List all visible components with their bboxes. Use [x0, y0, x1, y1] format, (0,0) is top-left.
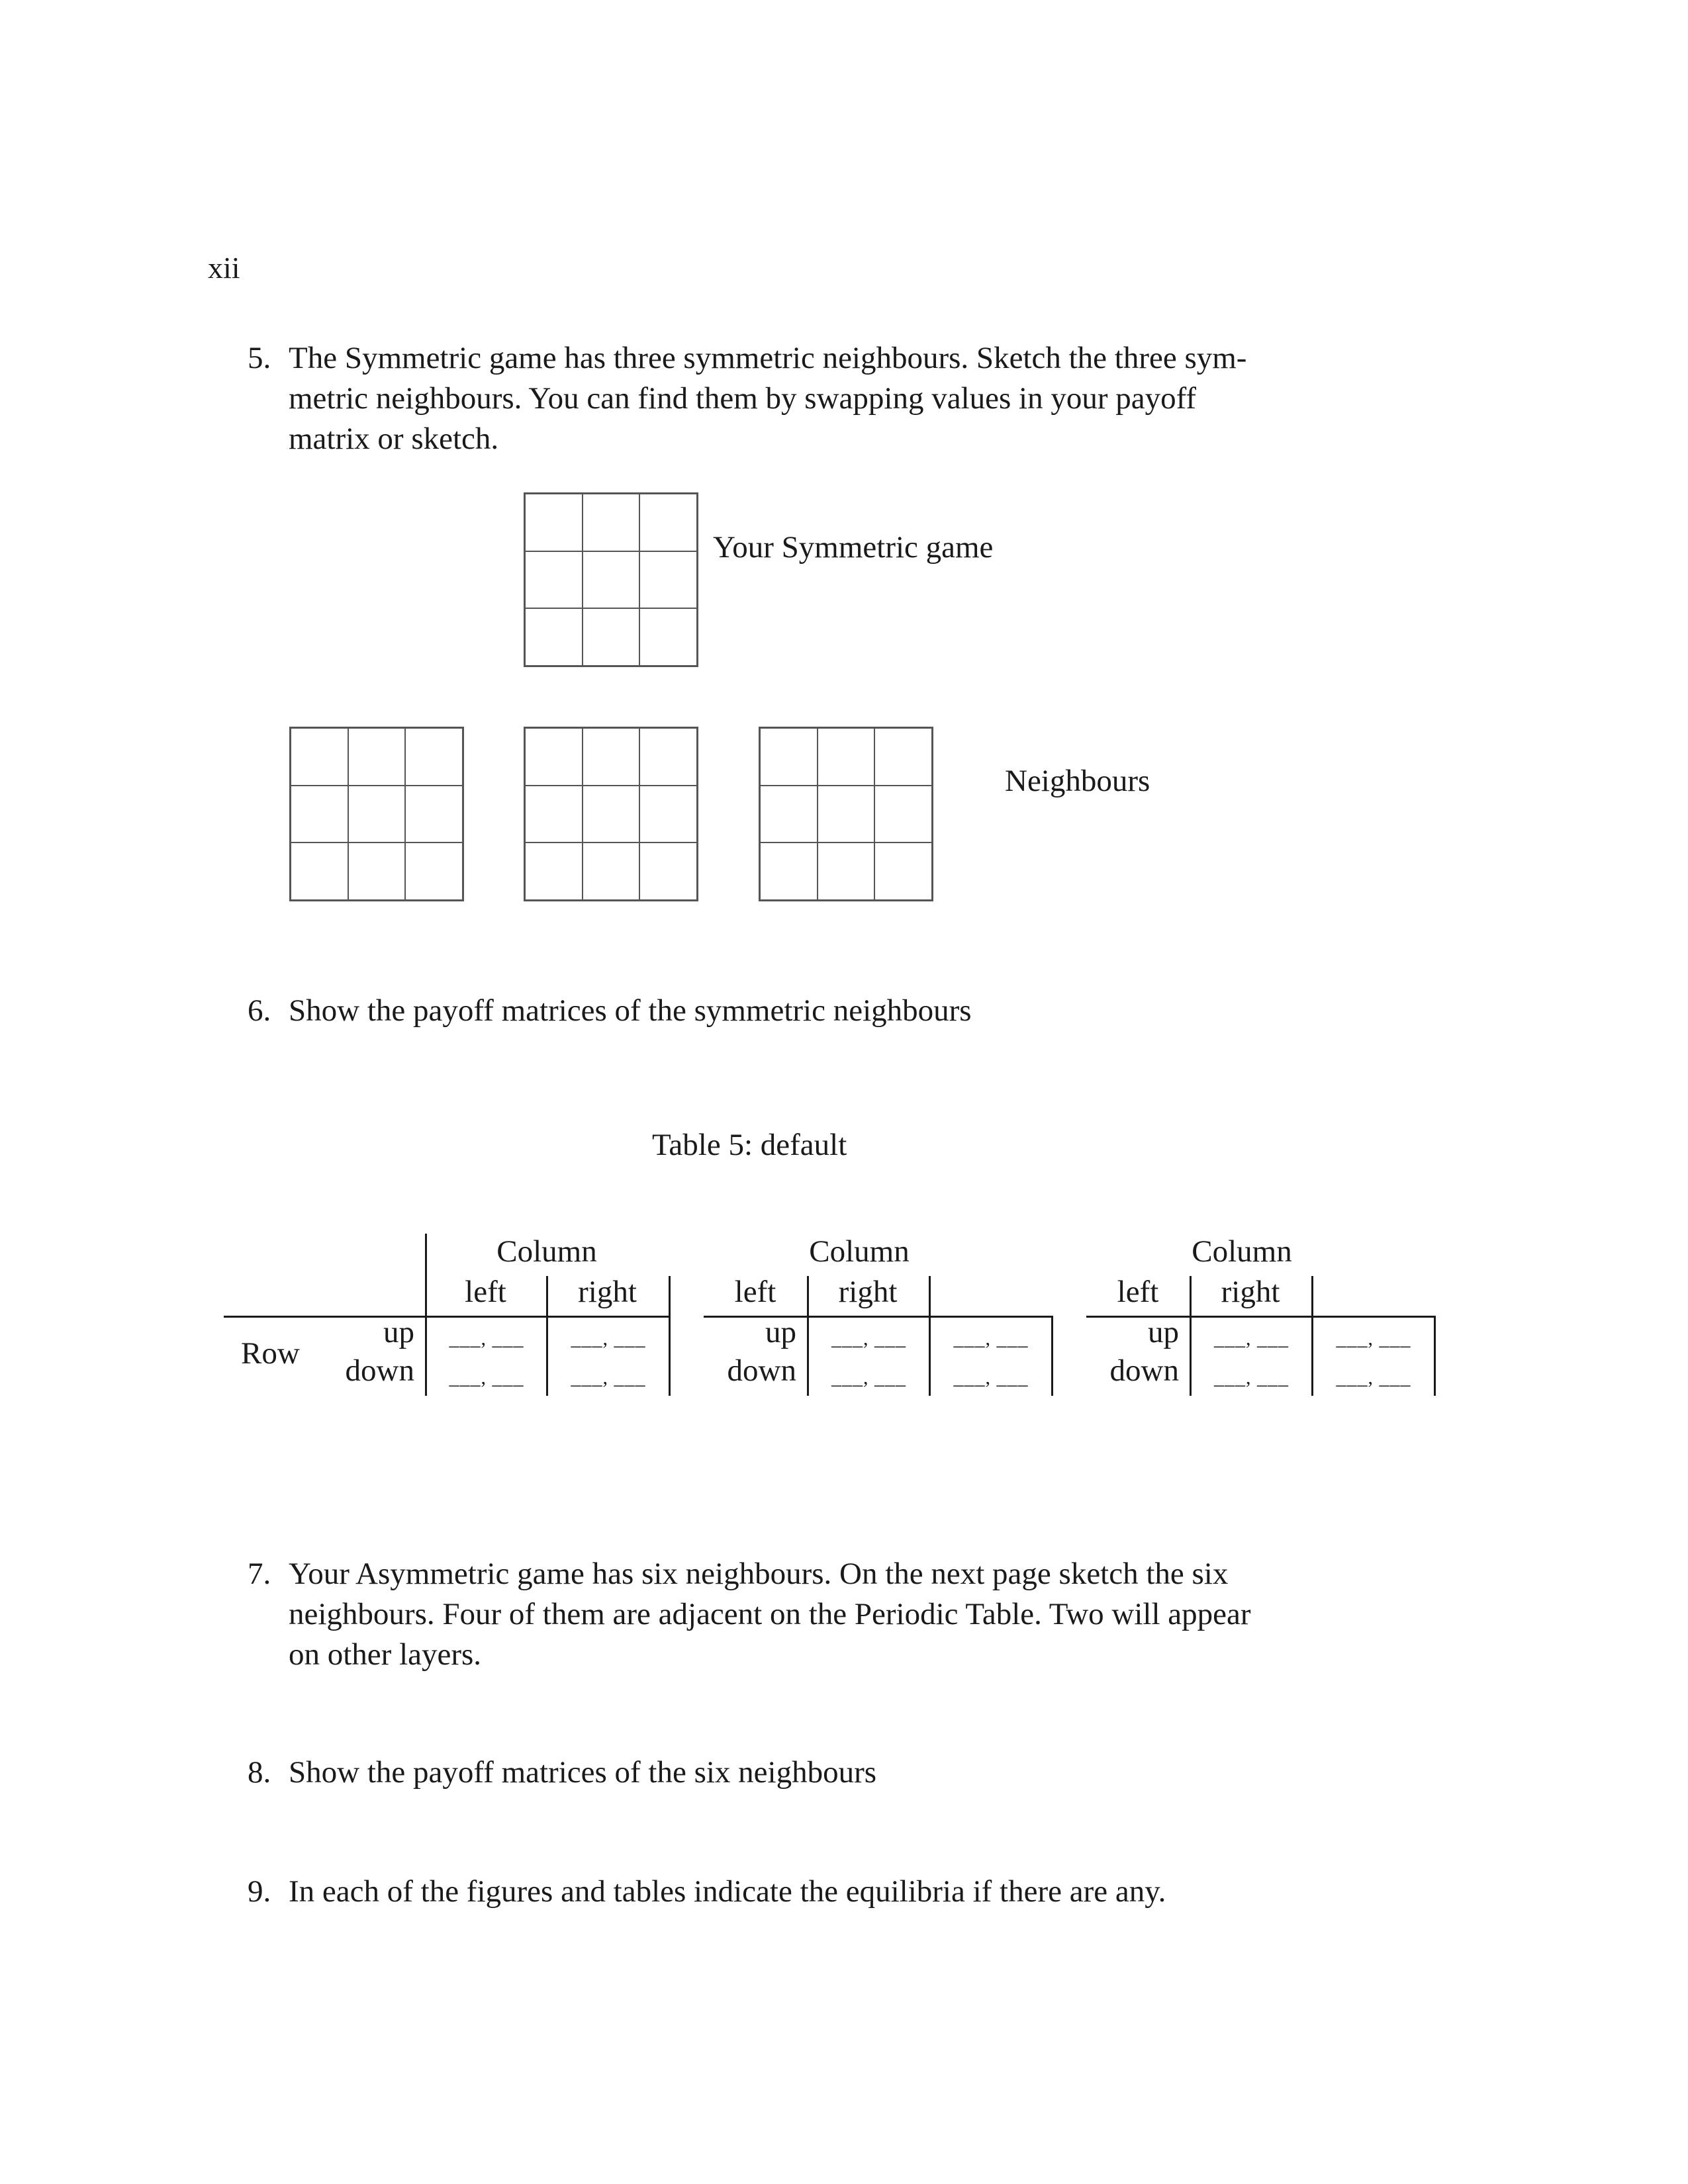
payoff-cell: ___, ___	[953, 1367, 1029, 1388]
payoff-cell: ___, ___	[449, 1367, 524, 1388]
payoff-cell: ___, ___	[1214, 1328, 1289, 1349]
page-number: xii	[208, 251, 240, 285]
column-label-right: right	[838, 1275, 898, 1309]
row-label-down: down	[727, 1353, 796, 1388]
neighbours-label: Neighbours	[1005, 764, 1150, 798]
neighbour-grid	[524, 727, 698, 901]
payoff-matrix	[1086, 1234, 1444, 1399]
payoff-matrix	[704, 1234, 1061, 1399]
question-number: 6.	[248, 993, 271, 1028]
column-label-left: left	[1117, 1275, 1159, 1309]
column-label-right: right	[1221, 1275, 1280, 1309]
column-label-right: right	[578, 1275, 637, 1309]
payoff-cell: ___, ___	[571, 1367, 646, 1388]
payoff-cell: ___, ___	[953, 1328, 1029, 1349]
question-text-line: Show the payoff matrices of the six neighbours	[289, 1755, 877, 1790]
row-label-up: up	[765, 1315, 796, 1349]
symmetric-game-label: Your Symmetric game	[713, 530, 994, 565]
payoff-cell: ___, ___	[1214, 1367, 1289, 1388]
question-number: 5.	[248, 341, 271, 375]
column-header: Column	[496, 1234, 597, 1269]
question-text-line: The Symmetric game has three symmetric neighbours. Sketch the three sym-	[289, 341, 1247, 375]
question-text-line: on other layers.	[289, 1637, 482, 1672]
row-label-up: up	[1148, 1315, 1179, 1349]
column-label-left: left	[734, 1275, 776, 1309]
question-8	[248, 1752, 1307, 1793]
question-number: 8.	[248, 1755, 271, 1790]
question-text-line: neighbours. Four of them are adjacent on the Periodic Table. Two will appear	[289, 1597, 1251, 1631]
payoff-cell: ___, ___	[831, 1367, 906, 1388]
neighbour-grid	[759, 727, 933, 901]
question-6	[248, 991, 1307, 1031]
column-header: Column	[1192, 1234, 1292, 1269]
column-header: Column	[809, 1234, 910, 1269]
table-caption: Table 5: default	[652, 1128, 847, 1162]
payoff-cell: ___, ___	[1336, 1367, 1411, 1388]
question-number: 7.	[248, 1557, 271, 1591]
neighbour-grid	[289, 727, 464, 901]
question-7	[248, 1554, 1307, 1680]
payoff-cell: ___, ___	[1336, 1328, 1411, 1349]
question-text-line: Show the payoff matrices of the symmetric neighbours	[289, 993, 972, 1028]
question-text-line: In each of the figures and tables indicate the equilibria if there are any.	[289, 1874, 1166, 1909]
question-text-line: Your Asymmetric game has six neighbours. On the next page sketch the six	[289, 1557, 1229, 1591]
row-label-up: up	[383, 1315, 414, 1349]
row-label-down: down	[345, 1353, 414, 1388]
question-9	[248, 1872, 1307, 1912]
column-label-left: left	[465, 1275, 506, 1309]
question-5	[248, 338, 1307, 464]
payoff-cell: ___, ___	[449, 1328, 524, 1349]
symmetric-game-grid	[524, 492, 698, 667]
question-number: 9.	[248, 1874, 271, 1909]
row-label-down: down	[1109, 1353, 1179, 1388]
row-header: Row	[241, 1336, 300, 1371]
payoff-cell: ___, ___	[831, 1328, 906, 1349]
payoff-cell: ___, ___	[571, 1328, 646, 1349]
question-text-line: matrix or sketch.	[289, 422, 499, 456]
payoff-matrix	[224, 1234, 674, 1399]
question-text-line: metric neighbours. You can find them by swapping values in your payoff	[289, 381, 1197, 416]
